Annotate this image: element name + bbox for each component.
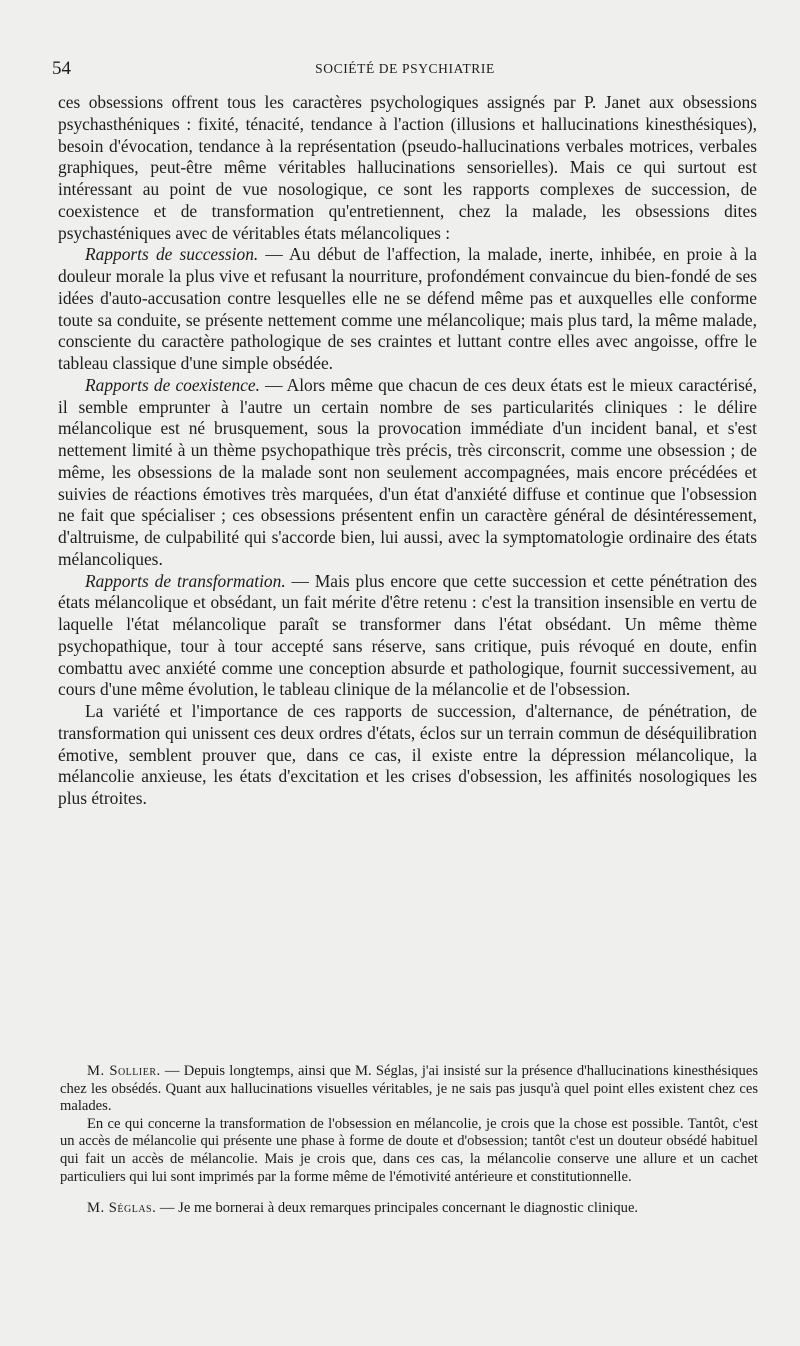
heading-coexistence: Rapports de coexistence.	[85, 374, 260, 395]
heading-transformation: Rapports de transformation.	[85, 570, 286, 591]
text-coexistence: — Alors même que chacun de ces deux états est le mieux caractérisé, il semble emprunter à l'autre un certain nombre de ses particularités cliniques : le délire mélancolique est né brusquement, sous la provocation immédiate d'un incident banal, et s'est nettement limité à un thème psychopathique très précis, très circonscrit, comme une obsession ; de même, les obsessions de la malade sont non seulement accompagnées, mais encore précédées et suivies de réactions émotives très marquées, d'un état d'anxiété diffuse et continue que l'obsession ne fait que spécialiser ; ces obsessions présentent enfin un caractère général de désintéressement, d'altruisme, de culpabilité qui s'accorde bien, lui aussi, avec la symptomatologie ordinaire des états mélancoliques.	[58, 374, 757, 569]
paragraph-intro: ces obsessions offrent tous les caractères psychologiques assignés par P. Janet aux obsessions psychasthéniques : fixité, ténacité, tendance à l'action (illusions et hallucinations kinesthésiques), besoin d'évocation, tendance à la représentation (pseudo-hallucinations verbales motrices, verbales graphiques, peut-être même véritables hallucinations sensorielles). Mais ce qui surtout est intéressant au point de vue nosologique, ce sont les rapports complexes de succession, de coexistence et de transformation qu'entretiennent, chez la malade, les obsessions dites psychasténiques avec de véritables états mélancoliques :	[58, 92, 757, 243]
text-seglas: — Je me bornerai à deux remarques principales concernant le diagnostic clinique.	[156, 1200, 639, 1217]
speaker-sollier: M. Sollier.	[87, 1063, 161, 1079]
discussion	[60, 1063, 758, 1218]
page-number: 54	[52, 58, 71, 79]
paragraph-coexistence	[58, 375, 757, 571]
text-succession: — Au début de l'affection, la malade, inerte, inhibée, en proie à la douleur morale la plus vive et refusant la nourriture, profondément convaincue du bien-fondé de ses idées d'auto-accusation contre lesquelles elle ne se défend même pas et auxquelles elle conforme toute sa conduite, se présente nettement comme une mélancolique; mais plus tard, la même malade, consciente du caractère pathologique de ses craintes et luttant contre elles avec angoisse, offre le tableau classique d'une simple obsédée.	[58, 244, 758, 373]
discussion-sollier-cont: En ce qui concerne la transformation de l'obsession en mélancolie, je crois que la chose est possible. Tantôt, c'est un accès de mélancolie qui présente une phase à forme de doute et d'obsession; tantôt c'est un douteur obsédé habituel qui fait un accès de mélancolie. Mais je crois que, dans ces cas, la mélancolie conserve une allure et un cachet particuliers qui lui sont imprimés par la forme même de l'émotivité antérieure et constitutionnelle.	[60, 1115, 758, 1185]
discussion-sollier	[60, 1063, 758, 1116]
paragraph-conclusion: La variété et l'importance de ces rapports de succession, d'alternance, de pénétration, de transformation qui unissent ces deux ordres d'états, éclos sur un terrain commun de déséquilibration émotive, semblent prouver que, dans ce cas, il existe entre la dépression mélancolique, la mélancolie anxieuse, les états d'excitation et les crises d'obsession, les affinités nosologiques les plus étroites.	[58, 701, 757, 808]
discussion-seglas	[60, 1200, 758, 1218]
running-head: SOCIÉTÉ DE PSYCHIATRIE	[315, 61, 495, 76]
paragraph-succession	[58, 244, 757, 375]
paragraph-transformation	[58, 571, 757, 702]
page-header	[52, 58, 758, 82]
text-transformation: — Mais plus encore que cette succession et cette pénétration des états mélancolique et obsédant, un fait mérite d'être retenu : c'est la transition insensible en vertu de laquelle l'état mélancolique paraît se transformer dans l'état obsédant. Un même thème psychopathique, tour à tour accepté sans réserve, sans critique, puis révoqué en doute, enfin combattu avec anxiété comme une conception absurde et pathologique, fournit successivement, au cours d'une même évolution, le tableau clinique de la mélancolie et de l'obsession.	[58, 570, 757, 700]
text-sollier: — Depuis longtemps, ainsi que M. Séglas, j'ai insisté sur la présence d'hallucinations kinesthésiques chez les obsédés. Quant aux hallucinations visuelles véritables, je ne sais pas jusqu'à quel point elles existent chez ces malades.	[60, 1063, 758, 1115]
speaker-seglas: M. Séglas.	[87, 1200, 157, 1217]
main-text	[58, 92, 757, 810]
heading-succession: Rapports de succession.	[85, 244, 259, 265]
